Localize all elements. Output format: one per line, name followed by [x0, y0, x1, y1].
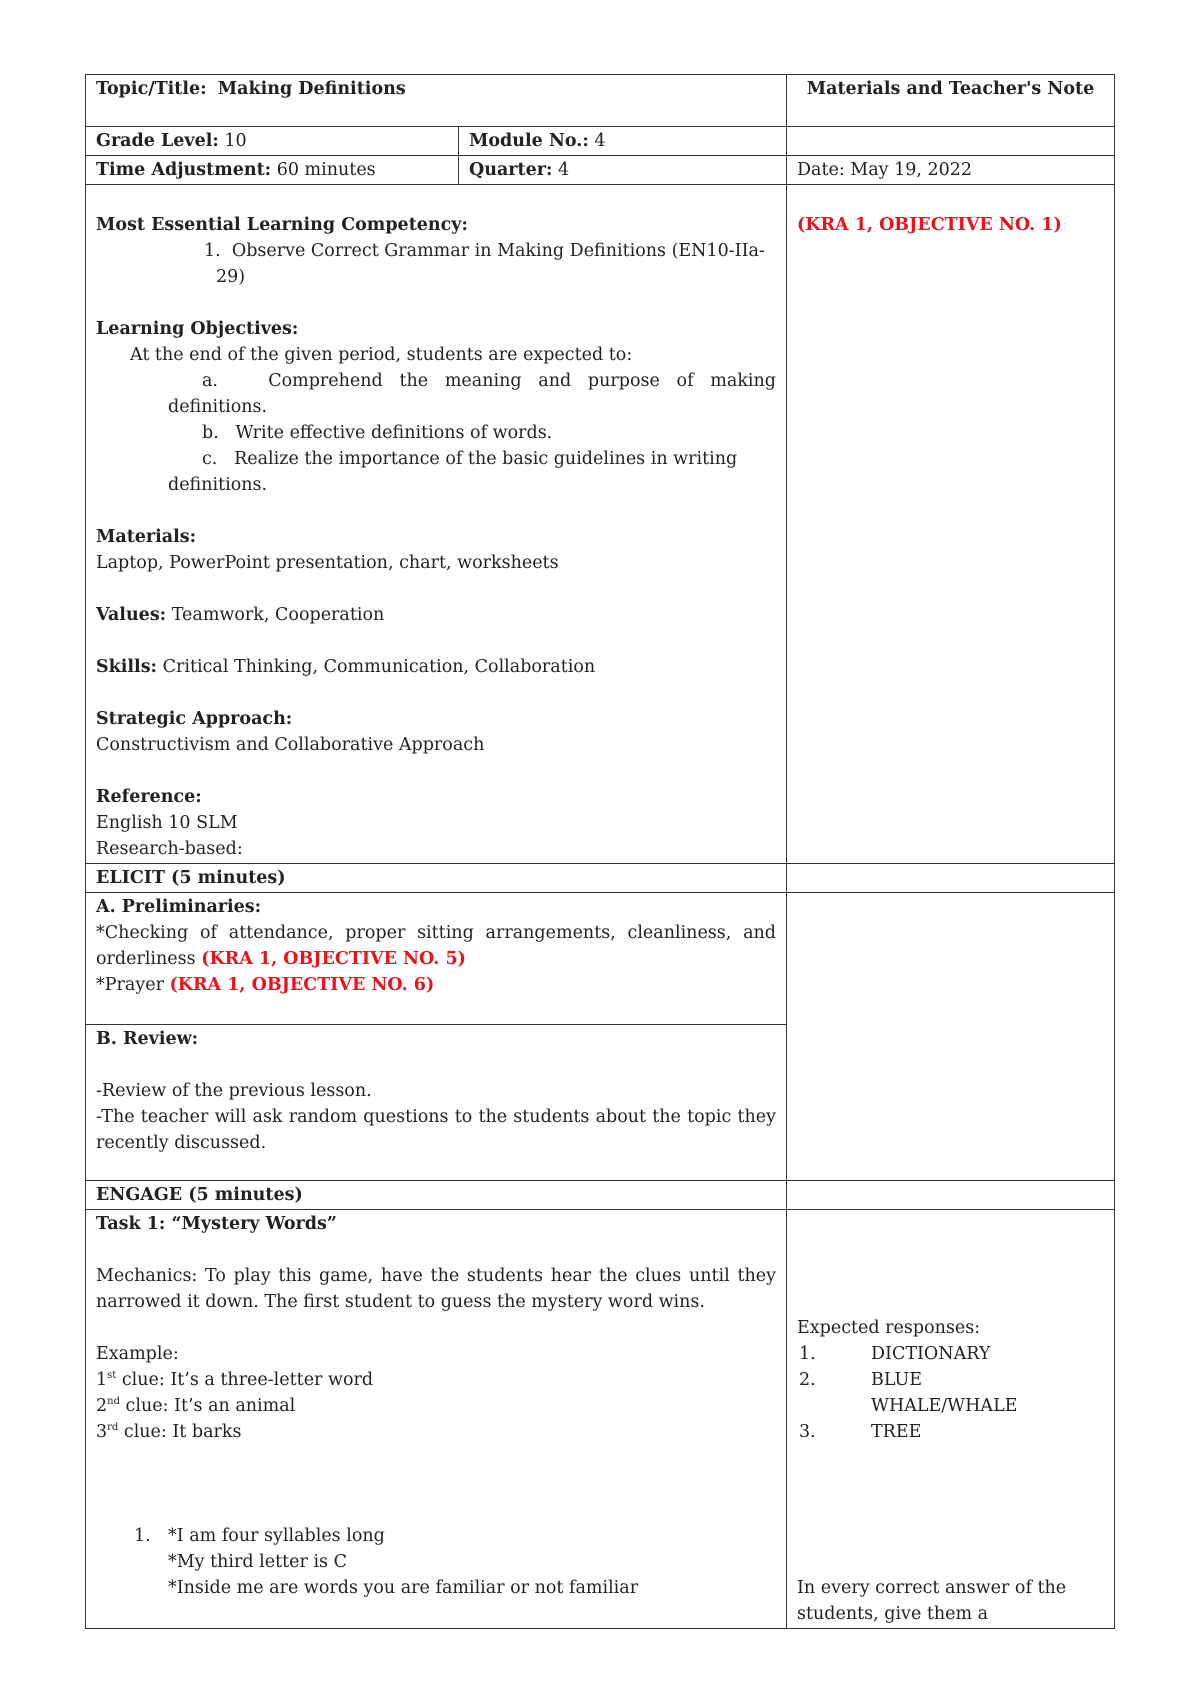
objective-text: Comprehend the meaning and purpose of making definitions. — [168, 371, 776, 417]
preliminaries-text: *Checking of attendance, proper sitting arrangements, cleanliness, and orderliness — [96, 923, 776, 969]
empty-cell — [787, 127, 1115, 156]
melc-label: Most Essential Learning Competency: — [96, 215, 468, 235]
clue-sup: rd — [107, 1422, 119, 1434]
empty-cell — [787, 1181, 1115, 1210]
notes-header — [787, 75, 1115, 127]
task-cell — [86, 1210, 787, 1629]
kra-note: (KRA 1, OBJECTIVE NO. 1) — [797, 215, 1062, 235]
item-number: 1. — [134, 1526, 151, 1546]
task-label: Task 1: “Mystery Words” — [96, 1214, 337, 1234]
review-item: -The teacher will ask random questions to the students about the topic they recently discussed. — [96, 1107, 776, 1153]
prayer-text: *Prayer — [96, 975, 164, 995]
approach-text: Constructivism and Collaborative Approach — [96, 735, 485, 755]
expected-label: Expected responses: — [797, 1318, 981, 1338]
item-line: *I am four syllables long — [168, 1526, 385, 1546]
clue-num: 2 — [96, 1396, 108, 1416]
empty-cell — [787, 864, 1115, 893]
elicit-header — [86, 864, 787, 893]
engage-note-cell — [787, 1210, 1115, 1629]
clue — [96, 1367, 776, 1393]
clue-text: clue: It’s an animal — [119, 1396, 296, 1416]
review-cell — [86, 1025, 787, 1181]
melc-text: Observe Correct Grammar in Making Definitions (EN10-IIa-29) — [216, 241, 765, 287]
review-label: B. Review: — [96, 1029, 199, 1049]
topic-value: Making Definitions — [217, 79, 406, 99]
module-label: Module No.: — [469, 131, 589, 151]
quarter-value: 4 — [558, 160, 570, 180]
kra-note: (KRA 1, OBJECTIVE NO. 5) — [201, 949, 466, 969]
elicit-note-cell — [787, 893, 1115, 1181]
item-line: *Inside me are words you are familiar or not familiar — [168, 1578, 639, 1598]
skills-label: Skills: — [96, 657, 158, 677]
clue-num: 1 — [96, 1370, 108, 1390]
time-value: 60 minutes — [276, 160, 376, 180]
clue-text: clue: It’s a three-letter word — [116, 1370, 374, 1390]
grade-value: 10 — [224, 131, 247, 151]
reference-item: English 10 SLM — [96, 813, 238, 833]
lesson-plan-table — [85, 74, 1115, 1629]
clue-text: clue: It barks — [118, 1422, 242, 1442]
objectives-label: Learning Objectives: — [96, 319, 299, 339]
grade-cell — [86, 127, 459, 156]
item-line: *My third letter is C — [168, 1552, 347, 1572]
expected-list — [797, 1341, 1104, 1445]
objective-letter: c. — [202, 449, 218, 469]
values-text: Teamwork, Cooperation — [171, 605, 385, 625]
clue — [96, 1393, 776, 1419]
melc-number: 1. — [204, 241, 221, 261]
objective-text: Write effective definitions of words. — [235, 423, 553, 443]
module-cell — [459, 127, 787, 156]
materials-label: Materials: — [96, 527, 197, 547]
expected-num: 1. — [799, 1344, 816, 1364]
clue-num: 3 — [96, 1422, 108, 1442]
values-label: Values: — [96, 605, 167, 625]
expected-num: 3. — [799, 1422, 816, 1442]
date-cell: Date: May 19, 2022 — [787, 156, 1115, 185]
quarter-label: Quarter: — [469, 160, 553, 180]
notes-header-text: Materials and Teacher's Note — [806, 79, 1095, 99]
module-value: 4 — [594, 131, 606, 151]
review-item: -Review of the previous lesson. — [96, 1081, 372, 1101]
topic-label: Topic/Title: — [96, 79, 207, 99]
objective-text: Realize the importance of the basic guidelines in writing definitions. — [168, 449, 738, 495]
overview-cell — [86, 185, 787, 864]
kra-note: (KRA 1, OBJECTIVE NO. 6) — [169, 975, 435, 995]
reference-item: Research-based: — [96, 839, 243, 859]
overview-note-cell — [787, 185, 1115, 864]
expected-num: 2. — [799, 1370, 816, 1390]
objectives-intro: At the end of the given period, students are expected to: — [130, 345, 633, 365]
approach-label: Strategic Approach: — [96, 709, 293, 729]
preliminaries-label: A. Preliminaries: — [96, 897, 262, 917]
example-label: Example: — [96, 1344, 179, 1364]
quarter-cell — [459, 156, 787, 185]
reference-label: Reference: — [96, 787, 202, 807]
expected-text: TREE — [871, 1422, 922, 1442]
topic-cell — [86, 75, 787, 127]
engage-header-text: ENGAGE (5 minutes) — [96, 1185, 303, 1205]
clue-sup: nd — [107, 1396, 120, 1408]
preliminaries-cell — [86, 893, 787, 1025]
clue-sup: st — [107, 1370, 117, 1382]
skills-text: Critical Thinking, Communication, Collaboration — [162, 657, 596, 677]
expected-text: BLUE WHALE/WHALE — [871, 1370, 1018, 1416]
clue — [96, 1419, 776, 1445]
objective-letter: a. — [202, 371, 218, 391]
time-cell — [86, 156, 459, 185]
engage-header — [86, 1181, 787, 1210]
objective-letter: b. — [202, 423, 219, 443]
grade-label: Grade Level: — [96, 131, 219, 151]
materials-text: Laptop, PowerPoint presentation, chart, worksheets — [96, 553, 559, 573]
engage-note: In every correct answer of the students, give them a — [797, 1578, 1067, 1624]
mechanics-text: Mechanics: To play this game, have the students hear the clues until they narrowed it down. The first student to guess the mystery word wins. — [96, 1266, 776, 1312]
expected-text: DICTIONARY — [871, 1344, 991, 1364]
time-label: Time Adjustment: — [96, 160, 272, 180]
elicit-header-text: ELICIT (5 minutes) — [96, 868, 286, 888]
